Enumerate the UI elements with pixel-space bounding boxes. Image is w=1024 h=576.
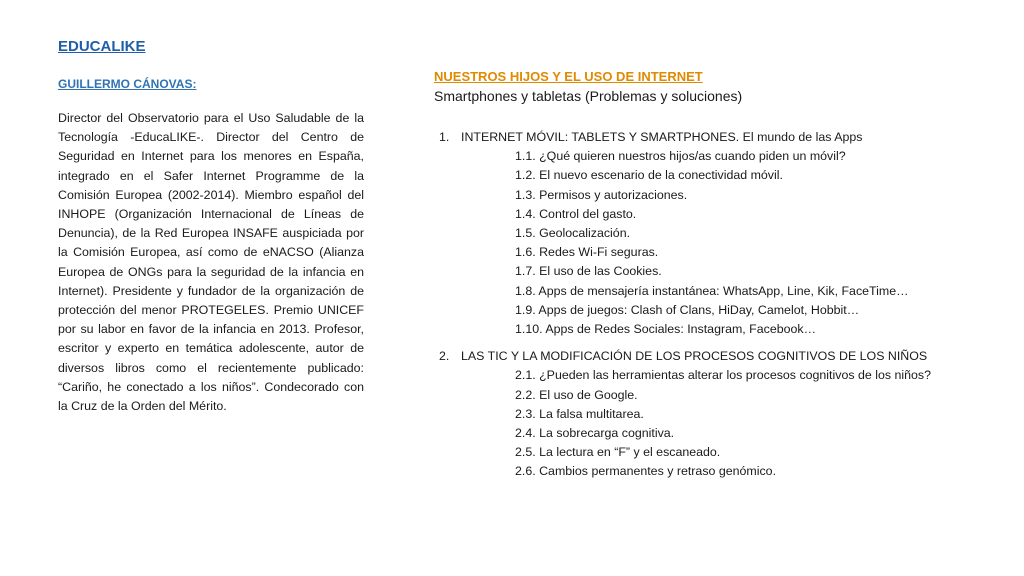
left-column (58, 38, 364, 416)
list-item: 2.3. La falsa multitarea. (515, 406, 644, 421)
site-title-link[interactable]: EDUCALIKE (58, 38, 146, 55)
list-item: 2.6. Cambios permanentes y retraso genómico. (515, 464, 777, 479)
author-bio: Director del Observatorio para el Uso Saludable de la Tecnología -EducaLIKE-. Director del Centro de Seguridad en Internet para los menores en España, integrado en el Safer Internet Programme de la Comisión Europea (2002-2014). Miembro español del INHOPE (Organización Internacional de Líneas de Denuncia), de la Red Europea INSAFE auspiciada por la Comisión Europea, así como de eNACSO (Alianza Europea de ONGs para la seguridad de la infancia en Internet). Presidente y fundador de la organización de protección del menor PROTEGELES. Premio UNICEF por su labor en favor de la infancia en 2013. Profesor, escritor y experto en temática adolescente, autor de diversos libros como el recientemente publicado: “Cariño, he conectado a los niños”. Condecorado con la Cruz de la Orden del Mérito. (58, 111, 364, 414)
list-item: 2.1. ¿Pueden las herramientas alterar los procesos cognitivos de los niños? (515, 368, 931, 383)
section-heading (434, 128, 979, 147)
topic-title-link[interactable]: NUESTROS HIJOS Y EL USO DE INTERNET (434, 69, 703, 84)
right-column (434, 68, 979, 490)
list-item: 1.3. Permisos y autorizaciones. (515, 187, 688, 202)
author-name: GUILLERMO CÁNOVAS: (58, 77, 197, 91)
list-item: 1.5. Geolocalización. (515, 226, 631, 241)
list-item: 2.5. La lectura en “F” y el escaneado. (515, 445, 721, 460)
section-title: LAS TIC Y LA MODIFICACIÓN DE LOS PROCESOS COGNITIVOS DE LOS NIÑOS (461, 349, 928, 364)
list-item: 1.6. Redes Wi-Fi seguras. (515, 245, 659, 260)
topic-subtitle: Smartphones y tabletas (Problemas y soluciones) (434, 88, 743, 104)
section-2 (434, 347, 979, 481)
list-item: 2.4. La sobrecarga cognitiva. (515, 426, 675, 441)
list-item: 1.7. El uso de las Cookies. (515, 264, 662, 279)
list-item: 1.2. El nuevo escenario de la conectividad móvil. (515, 168, 783, 183)
list-item: 1.9. Apps de juegos: Clash of Clans, HiDay, Camelot, Hobbit… (515, 302, 860, 317)
section-number: 2. (439, 349, 450, 364)
section-1 (434, 128, 979, 339)
list-item: 1.8. Apps de mensajería instantánea: WhatsApp, Line, Kik, FaceTime… (515, 283, 909, 298)
list-item: 2.2. El uso de Google. (515, 387, 638, 402)
list-item: 1.1. ¿Qué quieren nuestros hijos/as cuando piden un móvil? (515, 149, 846, 164)
list-item: 1.10. Apps de Redes Sociales: Instagram, Facebook… (515, 322, 816, 337)
section-title: INTERNET MÓVIL: TABLETS Y SMARTPHONES. El mundo de las Apps (461, 130, 863, 144)
list-item: 1.4. Control del gasto. (515, 206, 637, 221)
section-heading (434, 347, 979, 366)
section-number: 1. (439, 130, 450, 144)
